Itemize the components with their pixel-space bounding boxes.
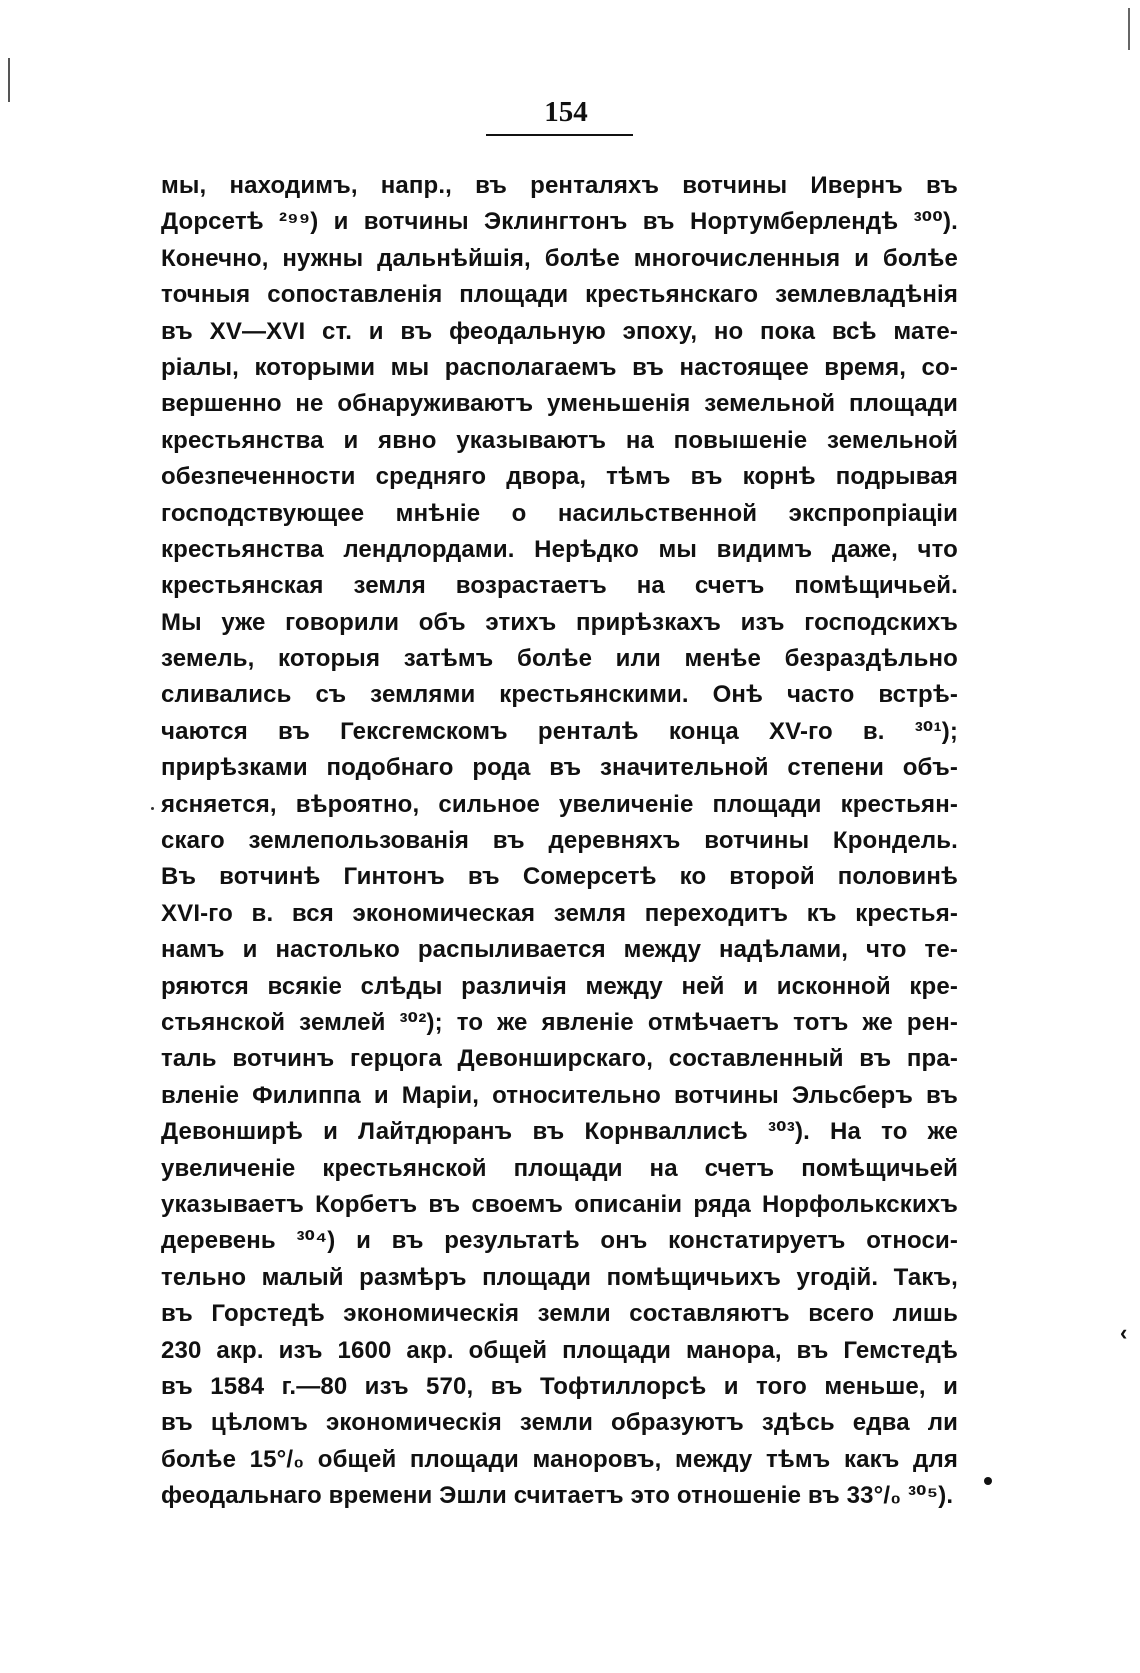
text-line: вленіе Филиппа и Маріи, относительно вотчины Эльсберъ въ <box>161 1081 958 1109</box>
text-line: 230 акр. изъ 1600 акр. общей площади манора, въ Гемстедѣ <box>161 1336 958 1364</box>
text-line: обезпеченности средняго двора, тѣмъ въ корнѣ подрывая <box>161 463 958 491</box>
text-line: скаго землепользованія въ деревняхъ вотчины Крондель. <box>161 827 958 855</box>
text-line: мы, находимъ, напр., въ ренталяхъ вотчины Ивернъ въ <box>161 172 958 199</box>
scan-speck: ‹ <box>1120 1320 1128 1345</box>
text-line: деревень ³⁰⁴) и въ результатѣ онъ констатируетъ относи- <box>161 1227 958 1255</box>
text-line: увеличеніе крестьянской площади на счетъ помѣщичьей <box>161 1154 958 1182</box>
text-line: ряются всякіе слѣды различія между ней и исконной кре- <box>161 972 958 1000</box>
text-line: ясняется, вѣроятно, сильное увеличеніе площади крестьян- <box>161 790 958 818</box>
text-line: точныя сопоставленія площади крестьянскаго землевладѣнія <box>161 281 958 309</box>
text-line: Мы уже говорили объ этихъ прирѣзкахъ изъ господскихъ <box>161 608 958 636</box>
text-line: господствующее мнѣніе о насильственной экспропріаціи <box>161 499 958 527</box>
text-line: въ Горстедѣ экономическія земли составляютъ всего лишь <box>161 1300 958 1328</box>
text-line: болѣе 15°/₀ общей площади маноровъ, между тѣмъ какъ для <box>161 1445 958 1473</box>
text-line: чаются въ Гексгемскомъ ренталѣ конца XV-го в. ³⁰¹); <box>161 717 958 745</box>
text-line: Конечно, нужны дальнѣйшія, болѣе многочисленныя и болѣе <box>161 244 958 272</box>
text-line: крестьянская земля возрастаетъ на счетъ помѣщичьей. <box>161 572 958 600</box>
scan-margin-mark <box>1128 8 1130 50</box>
text-line: стьянской землей ³⁰²); то же явленіе отмѣчаетъ тотъ же рен- <box>161 1008 958 1036</box>
text-line: въ 1584 г.—80 изъ 570, въ Тофтиллорсѣ и того меньше, и <box>161 1372 958 1400</box>
text-line: земель, которыя затѣмъ болѣе или менѣе безраздѣльно <box>161 645 958 673</box>
text-line: намъ и настолько распыливается между надѣлами, что те- <box>161 936 958 964</box>
text-line: тельно малый размѣръ площади помѣщичьихъ угодій. Такъ, <box>161 1263 958 1291</box>
text-line: XVI-го в. вся экономическая земля переходитъ къ крестья- <box>161 899 958 927</box>
scan-margin-mark <box>8 58 10 102</box>
text-line: Дорсетѣ ²⁹⁹) и вотчины Эклингтонъ въ Нортумберлендѣ ³⁰⁰). <box>161 208 958 236</box>
text-line: таль вотчинъ герцога Девонширскаго, составленный въ пра- <box>161 1045 958 1073</box>
body-text <box>161 168 958 1514</box>
text-line: крестьянства и явно указываютъ на повышеніе земельной <box>161 426 958 454</box>
page-number: 154 <box>544 96 588 128</box>
text-line: ріалы, которыми мы располагаемъ въ настоящее время, со- <box>161 353 958 381</box>
text-line: крестьянства лендлордами. Нерѣдко мы видимъ даже, что <box>161 535 958 563</box>
text-line: вершенно не обнаруживаютъ уменьшенія земельной площади <box>161 390 958 418</box>
text-line: Въ вотчинѣ Гинтонъ въ Сомерсетѣ ко второй половинѣ <box>161 863 958 891</box>
page-number-rule <box>486 134 633 136</box>
text-line: въ XV—XVI ст. и въ феодальную эпоху, но пока всѣ мате- <box>161 317 958 345</box>
text-line: сливались съ землями крестьянскими. Онѣ часто встрѣ- <box>161 681 958 709</box>
scan-speck <box>151 807 154 810</box>
text-line: въ цѣломъ экономическія земли образуютъ здѣсь едва ли <box>161 1409 958 1437</box>
scan-speck <box>984 1477 992 1485</box>
text-line: указываетъ Корбетъ въ своемъ описаніи ряда Норфолькскихъ <box>161 1190 958 1218</box>
text-line: феодальнаго времени Эшли считаетъ это отношеніе въ 33°/₀ ³⁰⁵). <box>161 1482 954 1510</box>
text-line: Девонширѣ и Лайтдюранъ въ Корнваллисѣ ³⁰³). На то же <box>161 1118 958 1146</box>
text-line: прирѣзками подобнаго рода въ значительной степени объ- <box>161 754 958 782</box>
